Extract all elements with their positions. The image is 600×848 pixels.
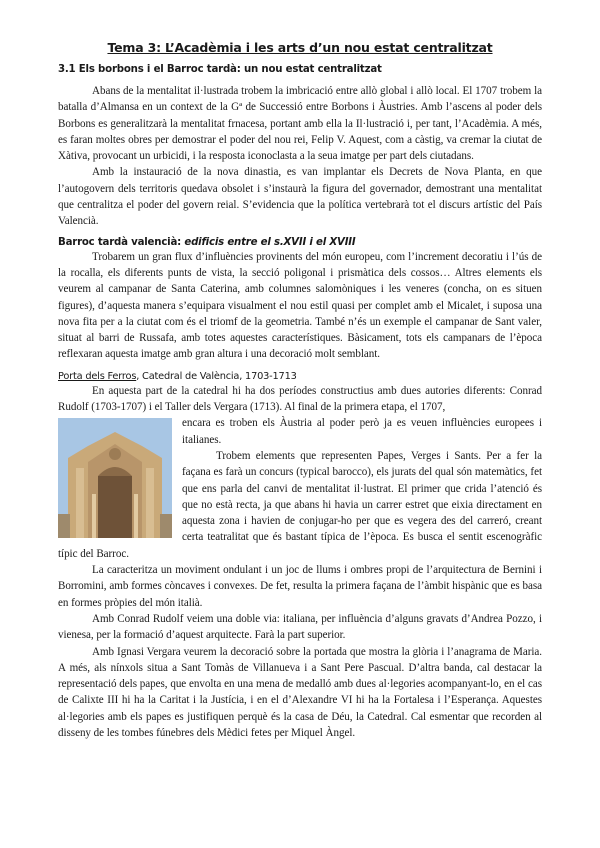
porta-link[interactable]: Porta dels Ferros [58,370,137,382]
paragraph: La caracteritza un moviment ondulant i un joc de llums i ombres propi de l’arquitectura de Bernini i Borromini, amb formes còncaves i convexes. De fet, resulta la primera façana de l’àmbit hispànic que es basa en formes pròpies del món italià. [58,564,542,609]
porta-heading-rest: , Catedral de València, 1703-1713 [136,370,297,382]
paragraph: Trobarem un gran flux d’influències provinents del món europeu, com l’increment decoratiu i l’ús de la rocalla, els diferents punts de vista, la secció poligonal i prismàtica dels cossos… Altres elements els veurem al campanar de Santa Caterina, amb columnes salomòniques i les veneres (concha, on es situen figures), d’aquesta manera s’equipara visualment el nou estil quasi per complet amb el Micalet, i suposa una nova fita per a la ciutat com és el triomf de la geometria. També n’és un exemple el campanar de Sant valer, situat al barri de Russafa, amb totes aquestes característiques. Bàsicament, tots els campanars de l’època reflexaran aquesta imatge amb gran altura i una decoració molt semblant. [58,250,542,361]
section-heading: 3.1 Els borbons i el Barroc tardà: un nou estat centralitzat [58,64,382,75]
figure-block [58,415,542,611]
paragraph: En aquesta part de la catedral hi ha dos períodes constructius amb dues autories diferents: Conrad Rudolf (1703-1707) i el Taller dels Vergara (1713). Al final de la primera etapa, el 1707, [58,384,542,414]
paragraph: Abans de la mentalitat il·lustrada trobem la imbricació entre allò global i allò local. El 1707 trobem la batalla d’Almansa en un context de la Gª de Successió entre Borbons i Àustries. Amb l’ascens al poder dels Borbons es generalitzarà la mentalitat frnacesa, portant amb ella la Il·lustració i, per tant, l’Acadèmia. A més, es faran moltes obres per demostrar el poder del nou rei, Felip V. Aquest, com a càstig, va cremar la ciutat de Xàtiva, provocant un urbicidi, i la resposta iconoclasta a la seua imatge per part dels ciutadans. [58,85,542,163]
cathedral-photo [58,418,172,538]
subheading-prefix: Barroc tardà valencià: [58,236,185,248]
subsection-heading [58,237,542,248]
porta-heading [58,371,542,382]
paragraph: Trobem elements que representen Papes, Verges i Sants. Per a fer la façana es farà un concurs (typical barocco), els jurats del qual són matemàtics, fet que ens parla del canvi de mentalitat il·lustrat. El primer que crida l’atenció és que no està recta, ja que abans hi havia un carrer estret que eixia directament en aquesta zona i havien de conjugar-ho per que es vegera des del carreró, creant certa teatralitat que és bastant típica de l’època. Es busca el sentit escenogràfic típic del Barroc. [58,449,542,560]
paragraph: Amb Conrad Rudolf veiem una doble via: italiana, per influència d’alguns gravats d’Andrea Pozzo, i vienesa, per la formació d’aquest arquitecte. Farà la part superior. [58,612,542,642]
cathedral-drawing [58,418,172,538]
paragraph: Amb Ignasi Vergara veurem la decoració sobre la portada que mostra la glòria i l’anagrama de Maria. A més, als nínxols situa a Sant Tomàs de Villanueva i a Sant Pere Pascual. D’altra banda, cal destacar la representació dels papes, que envolta en una mena de medalló amb dues al·legories acompanyant-lo, en el cas de Calixte III hi ha la Caritat i la Justícia, i en el d’Alexandre VI hi ha la Fortalesa i l’Esperança. Aquestes al·legories amb els papes es justifiquen perquè és la casa de Déu, la Catedral. Cal esmentar que recorden al disseny de les tombes fúnebres dels Mèdici fetes per Miquel Àngel. [58,645,542,739]
paragraph: encara es troben els Àustria al poder però ja es veuen influències europees i italianes. [182,417,542,446]
subheading-italic: edificis entre el s.XVII i el XVIII [184,236,356,248]
paragraph: Amb la instauració de la nova dinastia, es van implantar els Decrets de Nova Planta, en que l’autogovern dels territoris quedava obsolet i s’instaurà la figura del governador, demostrant una mentalitat que centralitza el poder del govern reial. S’evidencia que la política vertebrarà tot el discurs artístic del País Valencià. [58,166,542,228]
page-title: Tema 3: L’Acadèmia i les arts d’un nou estat centralitzat [107,40,493,55]
document-page [58,40,542,741]
